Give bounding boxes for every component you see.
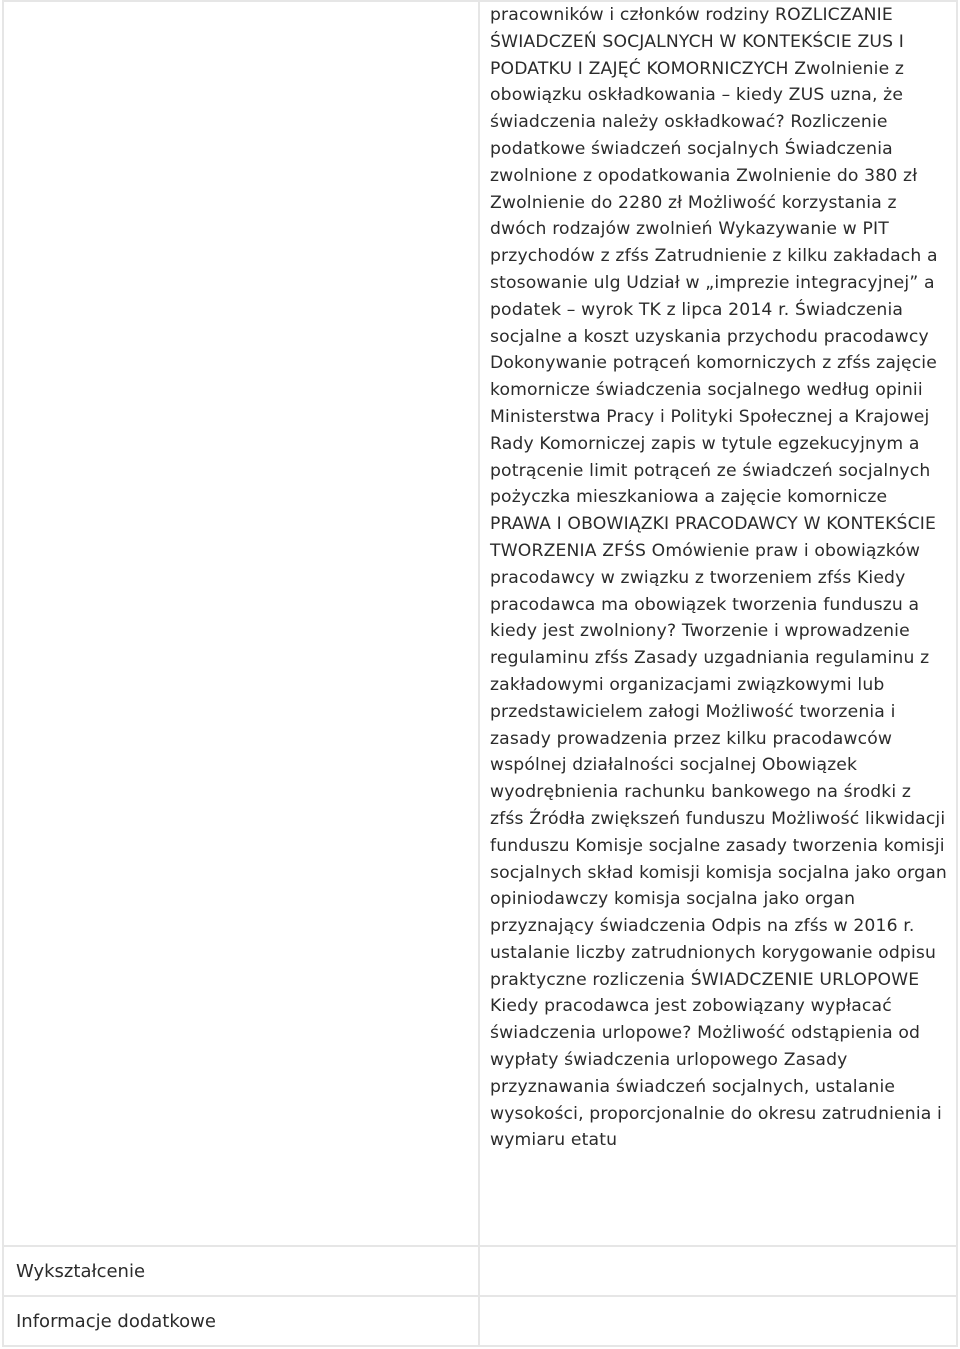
additional-info-value-cell [479,1296,957,1346]
table-row [3,1246,957,1296]
education-label: Wykształcenie [16,1260,146,1282]
table-row [3,1296,957,1346]
program-text: pracowników i członków rodziny ROZLICZANIE ŚWIADCZEŃ SOCJALNYCH W KONTEKŚCIE ZUS I PODATKU I ZAJĘĆ KOMORNICZYCH Zwolnienie z obowiązku oskładkowania – kiedy ZUS uzna, że świadczenia należy oskładkować? Rozliczenie podatkowe świadczeń socjalnych Świadczenia zwolnione z opodatkowania Zwolnienie do 380 zł Zwolnienie do 2280 zł Możliwość korzystania z dwóch rodzajów zwolnień Wykazywanie w PIT przychodów z zfśs Zatrudnienie z kilku zakładach a stosowanie ulg Udział w „imprezie integracyjnej” a podatek – wyrok TK z lipca 2014 r. Świadczenia socjalne a koszt uzyskania przychodu pracodawcy Dokonywanie potrąceń komorniczych z zfśs zajęcie komornicze świadczenia socjalnego według opinii Ministerstwa Pracy i Polityki Społecznej a Krajowej Rady Komorniczej zapis w tytule egzekucyjnym a potrącenie limit potrąceń ze świadczeń socjalnych pożyczka mieszkaniowa a zajęcie komornicze PRAWA I OBOWIĄZKI PRACODAWCY W KONTEKŚCIE TWORZENIA ZFŚS Omówienie praw i obowiązków pracodawcy w związku z tworzeniem zfśs Kiedy pracodawca ma obowiązek tworzenia funduszu a kiedy jest zwolniony? Tworzenie i wprowadzenie regulaminu zfśs Zasady uzgadniania regulaminu z zakładowymi organizacjami związkowymi lub przedstawicielem załogi Możliwość tworzenia i zasady prowadzenia przez kilku pracodawców wspólnej działalności socjalnej Obowiązek wyodrębnienia rachunku bankowego na środki z zfśs Źródła zwiększeń funduszu Możliwość likwidacji funduszu Komisje socjalne zasady tworzenia komisji socjalnych skład komisji komisja socjalna jako organ opiniodawczy komisja socjalna jako organ przyznający świadczenia Odpis na zfśs w 2016 r. ustalanie liczby zatrudnionych korygowanie odpisu praktyczne rozliczenia ŚWIADCZENIE URLOPOWE Kiedy pracodawca jest zobowiązany wypłacać świadczenia urlopowe? Możliwość odstąpienia od wypłaty świadczenia urlopowego Zasady przyznawania świadczeń socjalnych, ustalanie wysokości, proporcjonalnie do okresu zatrudnienia i wymiaru etatu [490,5,947,1151]
additional-info-value [480,1297,956,1310]
education-label-cell [3,1246,479,1296]
education-value [480,1247,956,1260]
empty-label-cell [3,1,479,1246]
additional-info-label: Informacje dodatkowe [16,1310,216,1332]
program-cell [479,1,957,1246]
education-value-cell [479,1246,957,1296]
info-table [2,0,958,1347]
table-row [3,1,957,1246]
additional-info-label-cell [3,1296,479,1346]
